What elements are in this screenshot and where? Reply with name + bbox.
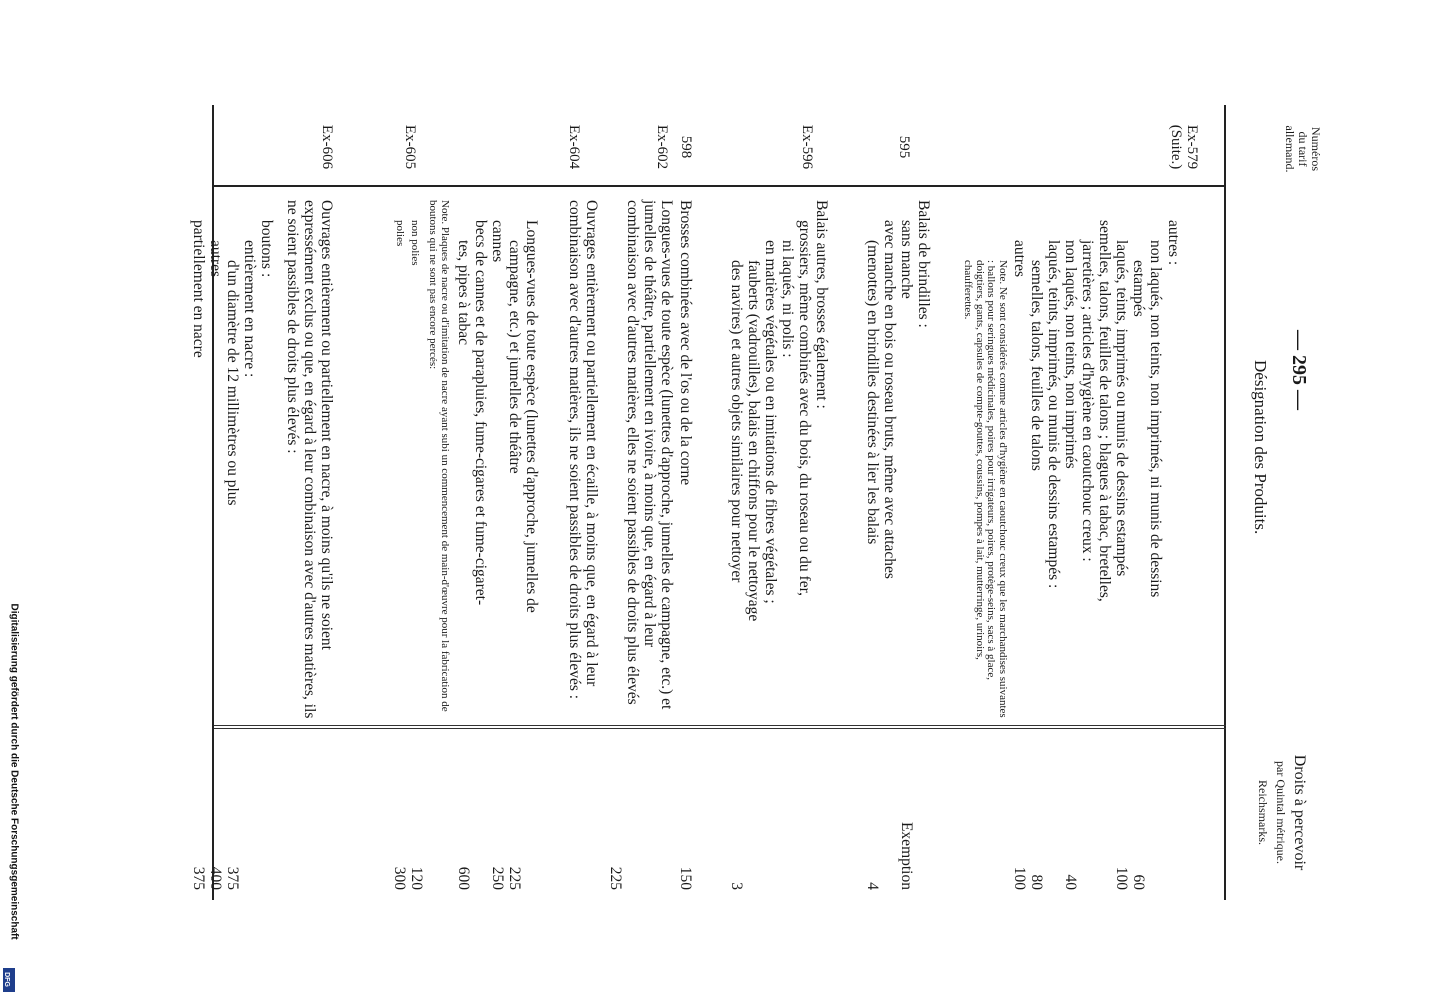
column-rule-2 bbox=[214, 725, 1226, 729]
row-text: jarretières ; articles d'hygiène en caoutchouc creux : bbox=[1079, 240, 1096, 562]
header-duties-title: Droits à percevoir bbox=[1291, 754, 1308, 871]
row-text: non laqués, non teints, non imprimés bbox=[1062, 240, 1079, 469]
row-text: boutons : bbox=[258, 220, 275, 278]
duty-value: 100 bbox=[1113, 866, 1130, 890]
duty-value: 80 bbox=[1028, 874, 1045, 890]
row-text: en matières végétales ou en imitations de fibres végétales ; bbox=[762, 240, 779, 604]
row-text: non laqués, non teints, non imprimés, ni munis de dessins bbox=[1147, 240, 1164, 598]
page-number: — 295 — bbox=[1288, 330, 1310, 410]
row-text: entièrement en nacre : bbox=[241, 240, 258, 378]
row-text-block: Ouvrages entièrement ou partiellement en écaille, à moins que, en égard à leur combinaison avec d'autres matières, ils ne soient passibles de droits plus élevés : bbox=[566, 200, 600, 700]
row-text: partiellement en nacre bbox=[190, 220, 207, 358]
duty-value: 40 bbox=[1062, 874, 1079, 890]
duty-value: 225 bbox=[506, 866, 523, 890]
row-text: Balais autres, brosses également : bbox=[813, 200, 830, 409]
row-text: tes, pipes à tabac bbox=[455, 240, 472, 346]
tariff-598: 598 bbox=[678, 135, 694, 159]
header-tariff-line-3: allemand. bbox=[1283, 125, 1297, 173]
row-text: ni laqués, ni polis : bbox=[779, 240, 796, 358]
digitization-credit bbox=[3, 603, 20, 995]
row-text: laqués, teints, imprimés, ou munis de dessins estampés : bbox=[1045, 240, 1062, 589]
duty-value: 250 bbox=[489, 866, 506, 890]
duty-value: 300 bbox=[391, 866, 408, 890]
row-text: laqués, teints, imprimés ou munis de dessins estampés bbox=[1113, 240, 1130, 577]
row-text-block: Longues-vues de toute espèce (lunettes d'approche, jumelles de campagne, etc.) et jumelles de théâtre, partiellement en ivoire, à moins que, en égard à leur combinaison avec d'autres matières, elles ne soient passibles de droits plus élevés bbox=[624, 200, 675, 710]
row-text: des navires) et autres objets similaires pour nettoyer bbox=[728, 260, 745, 583]
row-text: Brosses combinées avec de l'os ou de la corne bbox=[677, 200, 694, 486]
row-text: autres bbox=[207, 240, 224, 278]
top-rule bbox=[1224, 105, 1226, 900]
bottom-rule bbox=[212, 105, 214, 900]
row-text: polies bbox=[394, 220, 406, 247]
header-duties bbox=[1254, 730, 1308, 895]
duty-value: 3 bbox=[728, 882, 745, 890]
row-text: autres : bbox=[1165, 220, 1182, 266]
rotated-page bbox=[30, 0, 1330, 900]
header-duties-sub: par Quintal métrique. bbox=[1274, 761, 1288, 864]
row-text: campagne, etc.) et jumelles de théâtre bbox=[506, 240, 523, 474]
row-text: autres bbox=[1011, 240, 1028, 278]
duty-value: 120 bbox=[408, 866, 425, 890]
column-rule-1 bbox=[214, 185, 1226, 187]
row-text: avec manche en bois ou roseau bruts, même avec attaches bbox=[881, 220, 898, 579]
duty-value: Exemption bbox=[898, 821, 915, 890]
header-tariff-line-2: du tarif bbox=[1296, 131, 1310, 167]
tariff-ex-605: Ex-605 bbox=[402, 124, 418, 170]
note-nacre: Note. Plaques de nacre ou d'imitation de nacre ayant subi un commencement de main-d'œuvre pour la fabrication de boutons qui ne sont pas encore percés: bbox=[427, 200, 451, 712]
tariff-ex-604: Ex-604 bbox=[566, 124, 582, 170]
duty-value: 375 bbox=[224, 866, 241, 890]
duty-value: 100 bbox=[1011, 866, 1028, 890]
duty-value: 60 bbox=[1130, 874, 1147, 890]
tariff-suite: (Suite.) bbox=[1168, 124, 1184, 170]
duty-value: 400 bbox=[207, 866, 224, 890]
row-text: fauberts (vadrouilles), balais en chiffons pour le nettoyage bbox=[745, 260, 762, 622]
note-hygiene: Note. Ne sont considérés comme articles d'hygiène en caoutchouc creux que les marchandises suivantes : ballons pour seringues médicinales, poires pour irrigateurs, poires, protège-seins, sacs à glace, doigtiers, gants, capsules de compte-gouttes, coussins, pompes à lait, mutterringe, urinoirs, chaufferettes. bbox=[962, 260, 1009, 718]
row-text: (menottes) en brindilles destinées à lier les balais bbox=[864, 240, 881, 545]
row-text: d'un diamètre de 12 millimètres ou plus bbox=[224, 260, 241, 506]
tariff-ex-596: Ex-596 bbox=[799, 124, 815, 170]
duty-value: 600 bbox=[455, 866, 472, 890]
row-text: cannes bbox=[489, 220, 506, 263]
row-text: Longues-vues de toute espèce (lunettes d'approche, jumelles de bbox=[523, 220, 540, 613]
tariff-ex-579: Ex-579 bbox=[1184, 124, 1200, 170]
row-text: sans manche bbox=[898, 220, 915, 299]
dfg-logo-icon bbox=[3, 968, 15, 992]
header-designation: Désignation des Produits. bbox=[1251, 360, 1270, 535]
header-tariff-numbers bbox=[1283, 118, 1322, 180]
row-text: non polies bbox=[409, 220, 421, 266]
row-text: estampés bbox=[1130, 260, 1147, 317]
duty-value: 4 bbox=[864, 882, 881, 890]
row-text: grossiers, même combinés avec du bois, du roseau ou du fer, bbox=[796, 220, 813, 597]
row-text: becs de cannes et de parapluies, fume-cigares et fume-cigaret- bbox=[472, 220, 489, 606]
tariff-595: 595 bbox=[896, 135, 912, 159]
duty-value: 375 bbox=[190, 866, 207, 890]
tariff-ex-602: Ex-602 bbox=[654, 124, 670, 170]
row-text-block: Ouvrages entièrement ou partiellement en nacre, à moins qu'ils ne soient expressément exclus ou que, en égard à leur combinaison avec d'autres matières, ils ne soient passibles de droits plus élevés : bbox=[284, 200, 335, 719]
dfg-logo-text: DFG bbox=[2, 972, 10, 987]
digitization-credit-text: Digitalisierung gefördert durch die Deutsche Forschungsgemeinschaft bbox=[8, 603, 20, 940]
header-duties-unit: Reichsmarks. bbox=[1256, 780, 1270, 845]
duty-value: 225 bbox=[607, 866, 624, 890]
row-text: semelles, talons, feuilles de talons ; blagues à tabac, bretelles, bbox=[1096, 220, 1113, 602]
row-text: Balais de brindilles : bbox=[915, 200, 932, 328]
duty-value: 150 bbox=[677, 866, 694, 890]
tariff-ex-606: Ex-606 bbox=[319, 124, 335, 170]
header-tariff-line-1: Numéros bbox=[1309, 127, 1323, 171]
row-text: semelles, talons, feuilles de talons bbox=[1028, 260, 1045, 471]
